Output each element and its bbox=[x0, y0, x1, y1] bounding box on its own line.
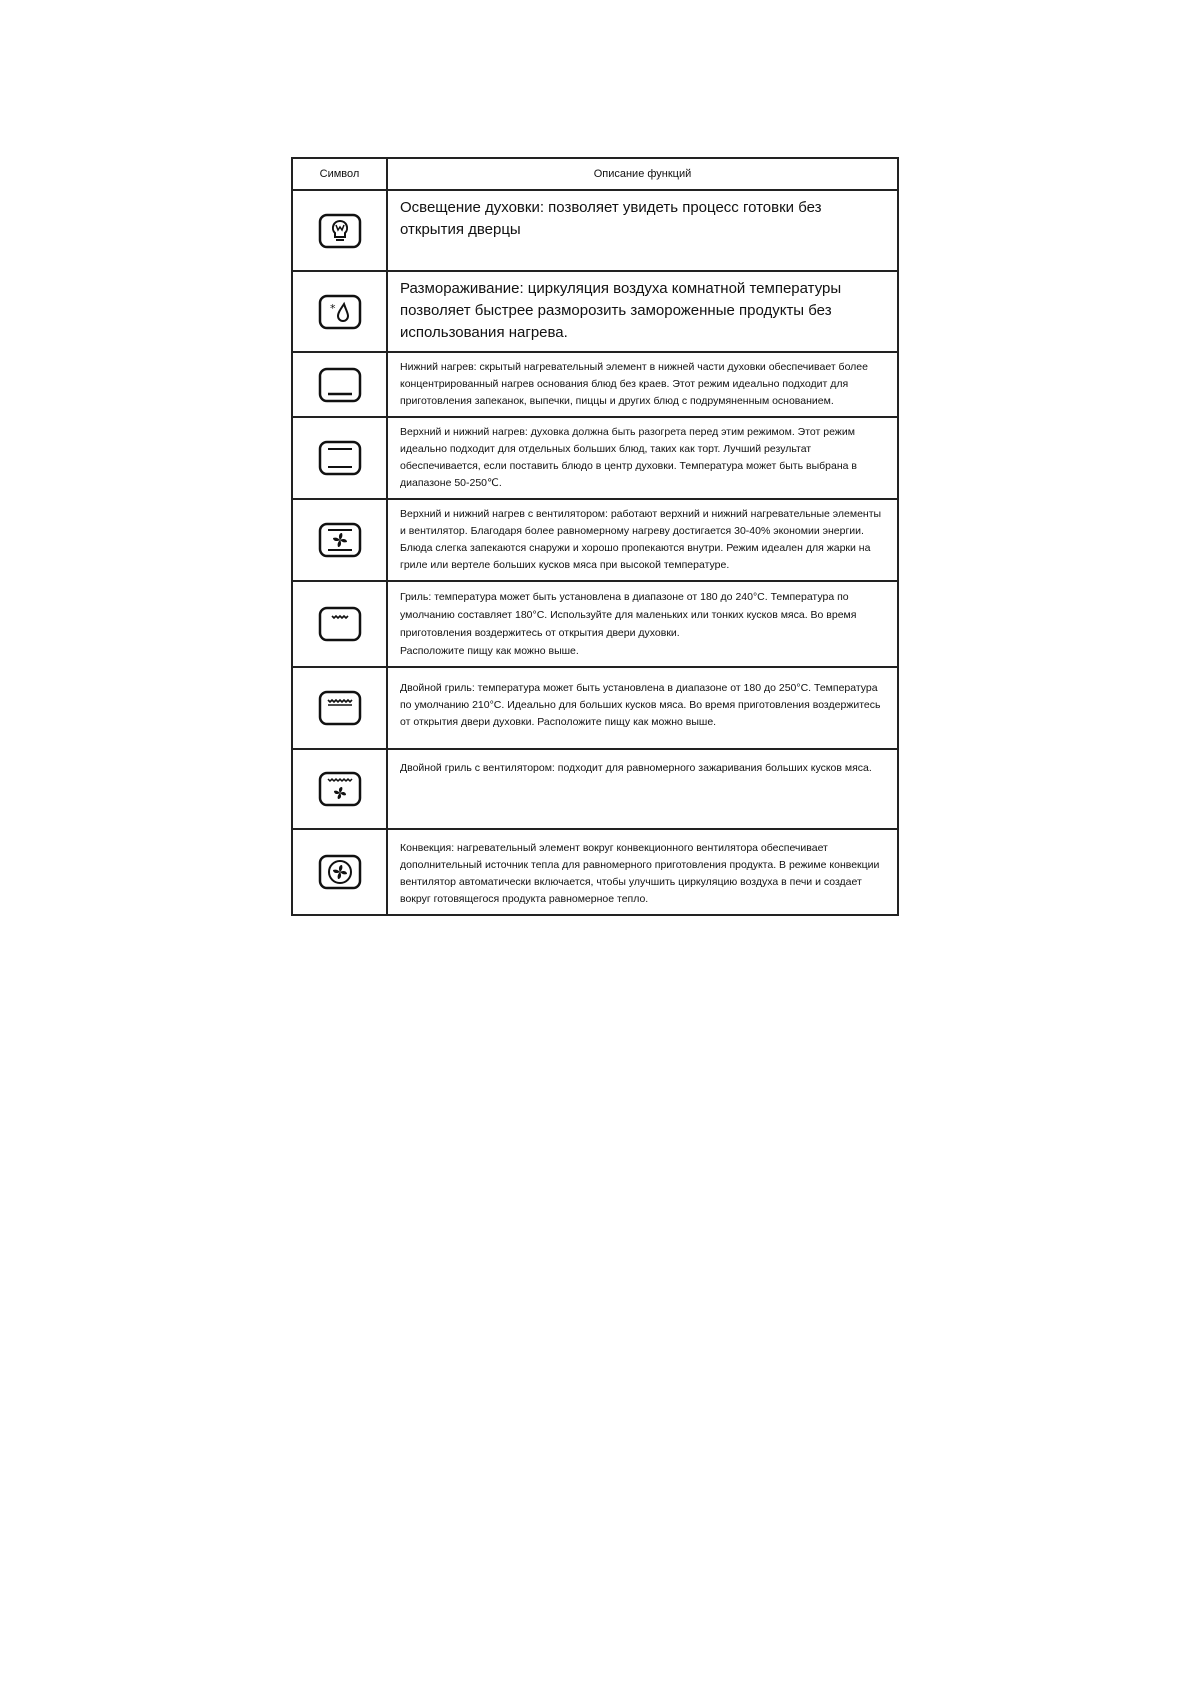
bottom-heat-icon bbox=[293, 367, 386, 403]
table-row bbox=[292, 499, 898, 581]
symbol-cell bbox=[292, 581, 387, 667]
table-row bbox=[292, 829, 898, 915]
convection-fan-icon bbox=[293, 854, 386, 890]
description-cell: Нижний нагрев: скрытый нагревательный элемент в нижней части духовки обеспечивает более концентрированный нагрев основания блюд без краев. Этот режим идеально подходит для приготовления запеканок, выпечки, пиццы и других блюд с подрумяненным основанием. bbox=[387, 352, 898, 417]
symbol-cell bbox=[292, 417, 387, 499]
description-extra-line: Расположите пищу как можно выше. bbox=[400, 645, 579, 657]
description-cell: Освещение духовки: позволяет увидеть процесс готовки без открытия дверцы bbox=[387, 190, 898, 271]
table-row bbox=[292, 417, 898, 499]
symbol-cell bbox=[292, 499, 387, 581]
svg-text:*: * bbox=[329, 301, 335, 315]
symbol-cell bbox=[292, 352, 387, 417]
table-row bbox=[292, 190, 898, 271]
symbol-cell bbox=[292, 190, 387, 271]
symbol-cell bbox=[292, 829, 387, 915]
table-row bbox=[292, 271, 898, 352]
double-grill-fan-icon bbox=[293, 771, 386, 807]
description-cell: Двойной гриль: температура может быть установлена в диапазоне от 180 до 250°С. Температура по умолчанию 210°С. Идеально для больших кусков мяса. Во время приготовления воздержитесь от открытия двери духовки. Расположите пищу как можно выше. bbox=[387, 667, 898, 749]
description-cell: Размораживание: циркуляция воздуха комнатной температуры позволяет быстрее разморозить замороженные продукты без использования нагрева. bbox=[387, 271, 898, 352]
description-column-header: Описание функций bbox=[387, 158, 898, 190]
defrost-icon bbox=[293, 294, 386, 330]
symbol-column-header: Символ bbox=[292, 158, 387, 190]
description-text: Гриль: температура может быть установлена в диапазоне от 180 до 240°С. Температура по умолчанию составляет 180°С. Используйте для маленьких или тонких кусков мяса. Во время приготовления воздержитесь от открытия двери духовки. bbox=[400, 591, 857, 639]
table-row bbox=[292, 352, 898, 417]
top-bottom-heat-fan-icon bbox=[293, 522, 386, 558]
table-row bbox=[292, 581, 898, 667]
table-row bbox=[292, 667, 898, 749]
double-grill-icon bbox=[293, 690, 386, 726]
table-row bbox=[292, 749, 898, 829]
table-header-row bbox=[292, 158, 898, 190]
symbol-cell bbox=[292, 749, 387, 829]
oven-functions-table bbox=[291, 157, 899, 916]
grill-icon bbox=[293, 606, 386, 642]
symbol-cell bbox=[292, 271, 387, 352]
description-cell bbox=[387, 581, 898, 667]
description-cell: Двойной гриль с вентилятором: подходит для равномерного зажаривания больших кусков мяса. bbox=[387, 749, 898, 829]
symbol-cell bbox=[292, 667, 387, 749]
description-cell: Верхний и нижний нагрев с вентилятором: работают верхний и нижний нагревательные элементы и вентилятор. Благодаря более равномерному нагреву достигается 30-40% экономии энергии. Блюда слегка запекаются снаружи и хорошо пропекаются внутри. Режим идеален для жарки на гриле или вертеле больших кусков мяса при высокой температуре. bbox=[387, 499, 898, 581]
description-cell: Верхний и нижний нагрев: духовка должна быть разогрета перед этим режимом. Этот режим идеально подходит для отдельных больших блюд, таких как торт. Лучший результат обеспечивается, если поставить блюдо в центр духовки. Температура может быть выбрана в диапазоне 50-250℃. bbox=[387, 417, 898, 499]
top-bottom-heat-icon bbox=[293, 440, 386, 476]
description-cell: Конвекция: нагревательный элемент вокруг конвекционного вентилятора обеспечивает дополнительный источник тепла для равномерного приготовления продукта. В режиме конвекции вентилятор автоматически включается, чтобы улучшить циркуляцию воздуха в печи и создает вокруг готовящегося продукта равномерное тепло. bbox=[387, 829, 898, 915]
oven-light-icon bbox=[293, 213, 386, 249]
